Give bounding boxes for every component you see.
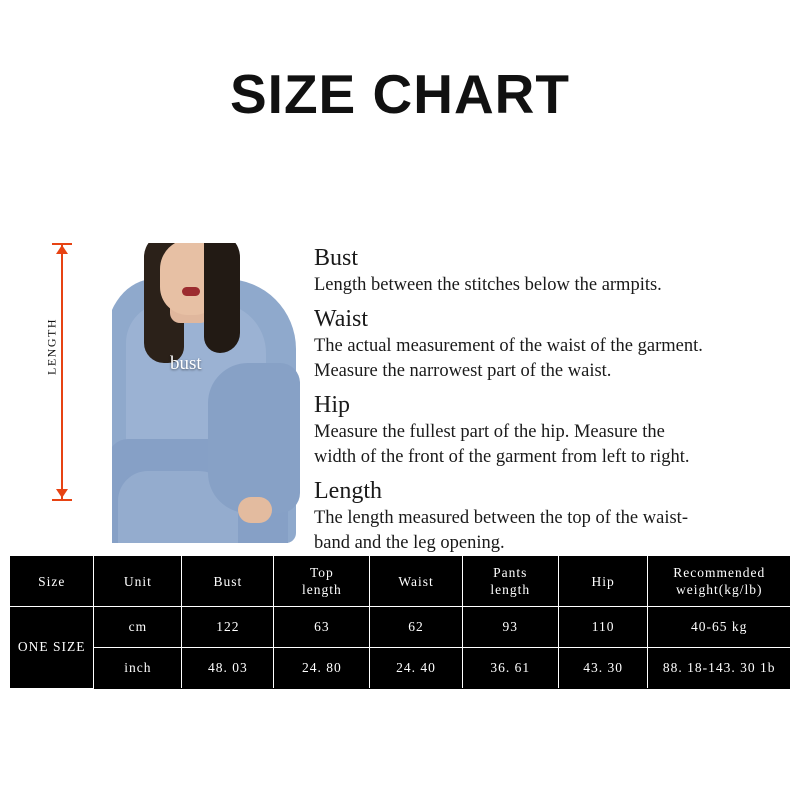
length-arrow-up-head-icon (56, 245, 68, 254)
description-heading-length: Length (314, 478, 382, 504)
table-header-hip (558, 556, 648, 607)
table-header-size-line1: Size (38, 573, 66, 589)
table-header-pants-length (462, 556, 558, 607)
table-row (10, 648, 790, 689)
table-cell-bust-inch: 48. 03 (182, 648, 274, 689)
measurement-descriptions (314, 243, 784, 562)
table-header-pants-length-line2: length (490, 582, 531, 597)
description-text-bust-line1: Length between the stitches below the armpits. (314, 275, 662, 295)
size-table-container (10, 556, 790, 689)
length-arrow-bottom-cap (52, 499, 72, 501)
table-header-unit (94, 556, 182, 607)
table-cell-pants-length-cm: 93 (462, 607, 558, 648)
table-header-waist-line1: Waist (398, 573, 434, 589)
table-cell-top-length-inch: 24. 80 (274, 648, 370, 689)
bust-measure-label: bust (170, 353, 202, 374)
table-cell-pants-length-inch: 36. 61 (462, 648, 558, 689)
length-measure-arrow (40, 243, 70, 501)
photo-model-lips (182, 287, 200, 296)
table-header-hip-line1: Hip (591, 573, 615, 589)
table-header-size (10, 556, 94, 607)
page-title: SIZE CHART (230, 63, 570, 125)
table-header-bust-line1: Bust (213, 573, 243, 589)
table-header-top-length-line1: Top (309, 565, 334, 580)
size-table (10, 556, 790, 689)
table-cell-top-length-cm: 63 (274, 607, 370, 648)
description-heading-bust: Bust (314, 245, 359, 271)
table-header-bust (182, 556, 274, 607)
photo-model-hand (238, 497, 272, 523)
table-header-top-length-line2: length (301, 582, 342, 597)
description-text-waist-line1: The actual measurement of the waist of the garment. (314, 336, 703, 356)
description-text-length-line1: The length measured between the top of the waist- (314, 508, 688, 528)
table-header-row (10, 556, 790, 607)
table-cell-weight-cm: 40-65 kg (648, 607, 790, 648)
table-row (10, 607, 790, 648)
table-header-weight (648, 556, 790, 607)
length-arrow-line (61, 243, 63, 501)
description-heading-waist: Waist (314, 306, 369, 332)
table-cell-weight-inch: 88. 18-143. 30 1b (648, 648, 790, 689)
table-header-waist (370, 556, 462, 607)
table-cell-unit-cm: cm (94, 607, 182, 648)
table-cell-bust-cm: 122 (182, 607, 274, 648)
table-cell-waist-cm: 62 (370, 607, 462, 648)
length-arrow-label: LENGTH (44, 318, 59, 375)
photo-garment-sleeve (208, 363, 300, 513)
table-header-weight-line1: Recommended (673, 565, 766, 580)
table-cell-size-value: ONE SIZE (10, 607, 94, 689)
description-text-hip-line1: Measure the fullest part of the hip. Measure the (314, 422, 665, 442)
description-heading-hip: Hip (314, 392, 350, 418)
photo-model-hair-right (204, 243, 240, 353)
description-text-waist-line2: Measure the narrowest part of the waist. (314, 361, 612, 381)
table-header-weight-line2: weight(kg/lb) (675, 582, 763, 597)
table-cell-unit-inch: inch (94, 648, 182, 689)
product-photo-image (112, 243, 302, 543)
table-cell-waist-inch: 24. 40 (370, 648, 462, 689)
table-cell-hip-inch: 43. 30 (558, 648, 648, 689)
table-header-pants-length-line1: Pants (493, 565, 528, 580)
length-arrow-down-head-icon (56, 489, 68, 498)
description-text-length-line2: band and the leg opening. (314, 533, 505, 553)
description-text-hip-line2: width of the front of the garment from left to right. (314, 447, 690, 467)
product-photo (112, 243, 302, 543)
table-header-unit-line1: Unit (123, 573, 152, 589)
table-header-top-length (274, 556, 370, 607)
table-cell-hip-cm: 110 (558, 607, 648, 648)
